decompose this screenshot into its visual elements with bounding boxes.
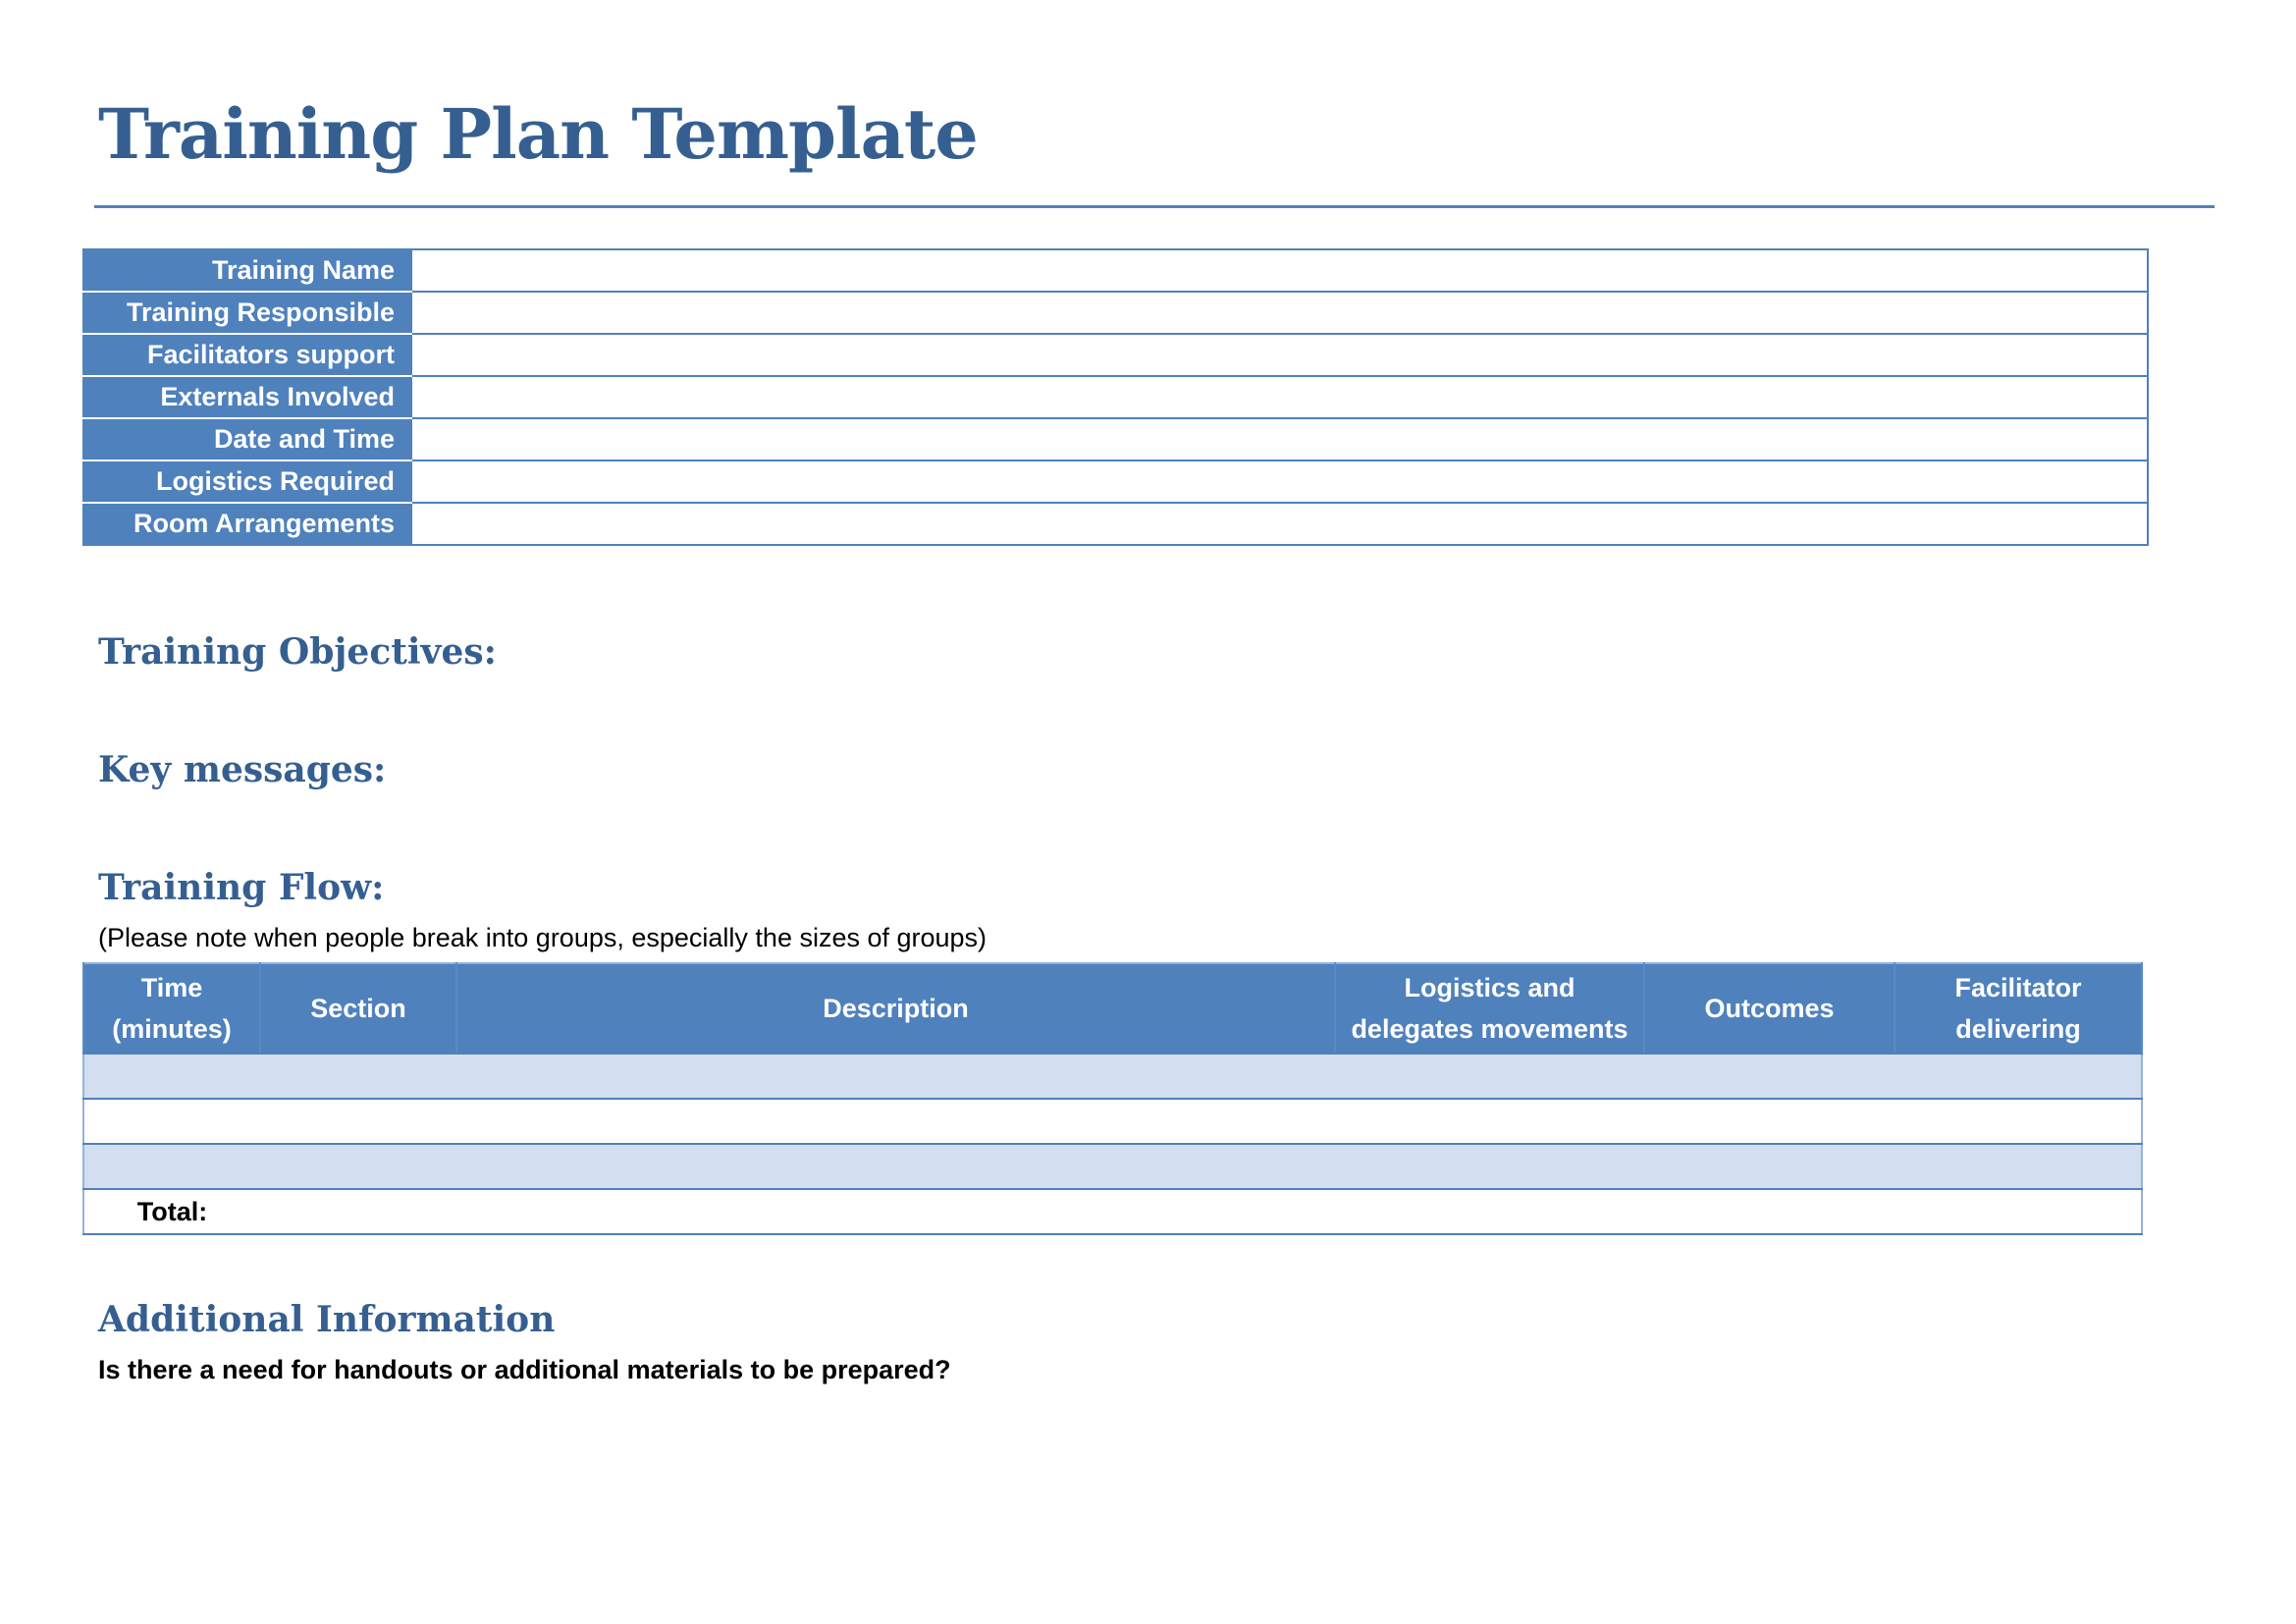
training-info-table bbox=[82, 248, 2149, 546]
info-label: Date and Time bbox=[83, 418, 411, 460]
additional-info-heading: Additional Information bbox=[98, 1299, 556, 1340]
header-section: Section bbox=[260, 963, 456, 1054]
info-label: Training Name bbox=[83, 249, 411, 292]
header-time bbox=[83, 963, 260, 1054]
header-logistics-line1: Logistics and bbox=[1404, 973, 1575, 1002]
header-facilitator-line2: delivering bbox=[1955, 1014, 2081, 1044]
header-logistics-line2: delegates movements bbox=[1351, 1014, 1629, 1044]
logistics-cell[interactable] bbox=[1335, 1144, 1644, 1189]
info-label: Facilitators support bbox=[83, 334, 411, 376]
table-row bbox=[83, 1144, 2142, 1189]
header-facilitator-line1: Facilitator bbox=[1954, 973, 2082, 1002]
description-cell[interactable] bbox=[456, 1099, 1335, 1144]
date-and-time-field[interactable] bbox=[411, 418, 2148, 460]
facilitators-support-field[interactable] bbox=[411, 334, 2148, 376]
title-divider bbox=[94, 205, 2215, 208]
header-outcomes: Outcomes bbox=[1644, 963, 1895, 1054]
total-empty-cell bbox=[456, 1189, 1335, 1234]
logistics-cell[interactable] bbox=[1335, 1054, 1644, 1099]
info-label: Externals Involved bbox=[83, 376, 411, 418]
facilitator-cell[interactable] bbox=[1895, 1144, 2142, 1189]
section-cell[interactable] bbox=[260, 1144, 456, 1189]
externals-involved-field[interactable] bbox=[411, 376, 2148, 418]
total-empty-cell bbox=[1335, 1189, 1644, 1234]
total-row bbox=[83, 1189, 2142, 1234]
total-label: Total: bbox=[83, 1189, 260, 1234]
flow-header-row bbox=[83, 963, 2142, 1054]
facilitator-cell[interactable] bbox=[1895, 1099, 2142, 1144]
info-row-room-arrangements bbox=[83, 503, 2148, 545]
key-messages-heading: Key messages: bbox=[98, 749, 387, 790]
outcomes-cell[interactable] bbox=[1644, 1144, 1895, 1189]
table-row bbox=[83, 1099, 2142, 1144]
header-facilitator bbox=[1895, 963, 2142, 1054]
handouts-question: Is there a need for handouts or additional materials to be prepared? bbox=[98, 1355, 951, 1384]
header-description: Description bbox=[456, 963, 1335, 1054]
info-row-training-responsible bbox=[83, 292, 2148, 334]
section-cell[interactable] bbox=[260, 1054, 456, 1099]
outcomes-cell[interactable] bbox=[1644, 1054, 1895, 1099]
training-flow-table bbox=[82, 962, 2143, 1235]
time-cell[interactable] bbox=[83, 1054, 260, 1099]
header-time-line1: Time bbox=[140, 973, 203, 1002]
description-cell[interactable] bbox=[456, 1054, 1335, 1099]
page-title: Training Plan Template bbox=[98, 93, 978, 175]
table-row bbox=[83, 1054, 2142, 1099]
time-cell[interactable] bbox=[83, 1099, 260, 1144]
total-empty-cell bbox=[1644, 1189, 1895, 1234]
total-value-cell[interactable] bbox=[260, 1189, 456, 1234]
time-cell[interactable] bbox=[83, 1144, 260, 1189]
room-arrangements-field[interactable] bbox=[411, 503, 2148, 545]
flow-note: (Please note when people break into groups, especially the sizes of groups) bbox=[98, 923, 988, 952]
info-label: Logistics Required bbox=[83, 460, 411, 503]
info-row-logistics-required bbox=[83, 460, 2148, 503]
header-logistics bbox=[1335, 963, 1644, 1054]
info-row-training-name bbox=[83, 249, 2148, 292]
header-time-line2: (minutes) bbox=[112, 1014, 232, 1044]
objectives-heading: Training Objectives: bbox=[98, 631, 497, 673]
section-cell[interactable] bbox=[260, 1099, 456, 1144]
info-label: Room Arrangements bbox=[83, 503, 411, 545]
training-responsible-field[interactable] bbox=[411, 292, 2148, 334]
logistics-required-field[interactable] bbox=[411, 460, 2148, 503]
training-flow-heading: Training Flow: bbox=[98, 867, 385, 908]
outcomes-cell[interactable] bbox=[1644, 1099, 1895, 1144]
description-cell[interactable] bbox=[456, 1144, 1335, 1189]
total-empty-cell bbox=[1895, 1189, 2142, 1234]
training-name-field[interactable] bbox=[411, 249, 2148, 292]
info-label: Training Responsible bbox=[83, 292, 411, 334]
info-row-externals-involved bbox=[83, 376, 2148, 418]
info-row-facilitators-support bbox=[83, 334, 2148, 376]
logistics-cell[interactable] bbox=[1335, 1099, 1644, 1144]
facilitator-cell[interactable] bbox=[1895, 1054, 2142, 1099]
info-row-date-and-time bbox=[83, 418, 2148, 460]
